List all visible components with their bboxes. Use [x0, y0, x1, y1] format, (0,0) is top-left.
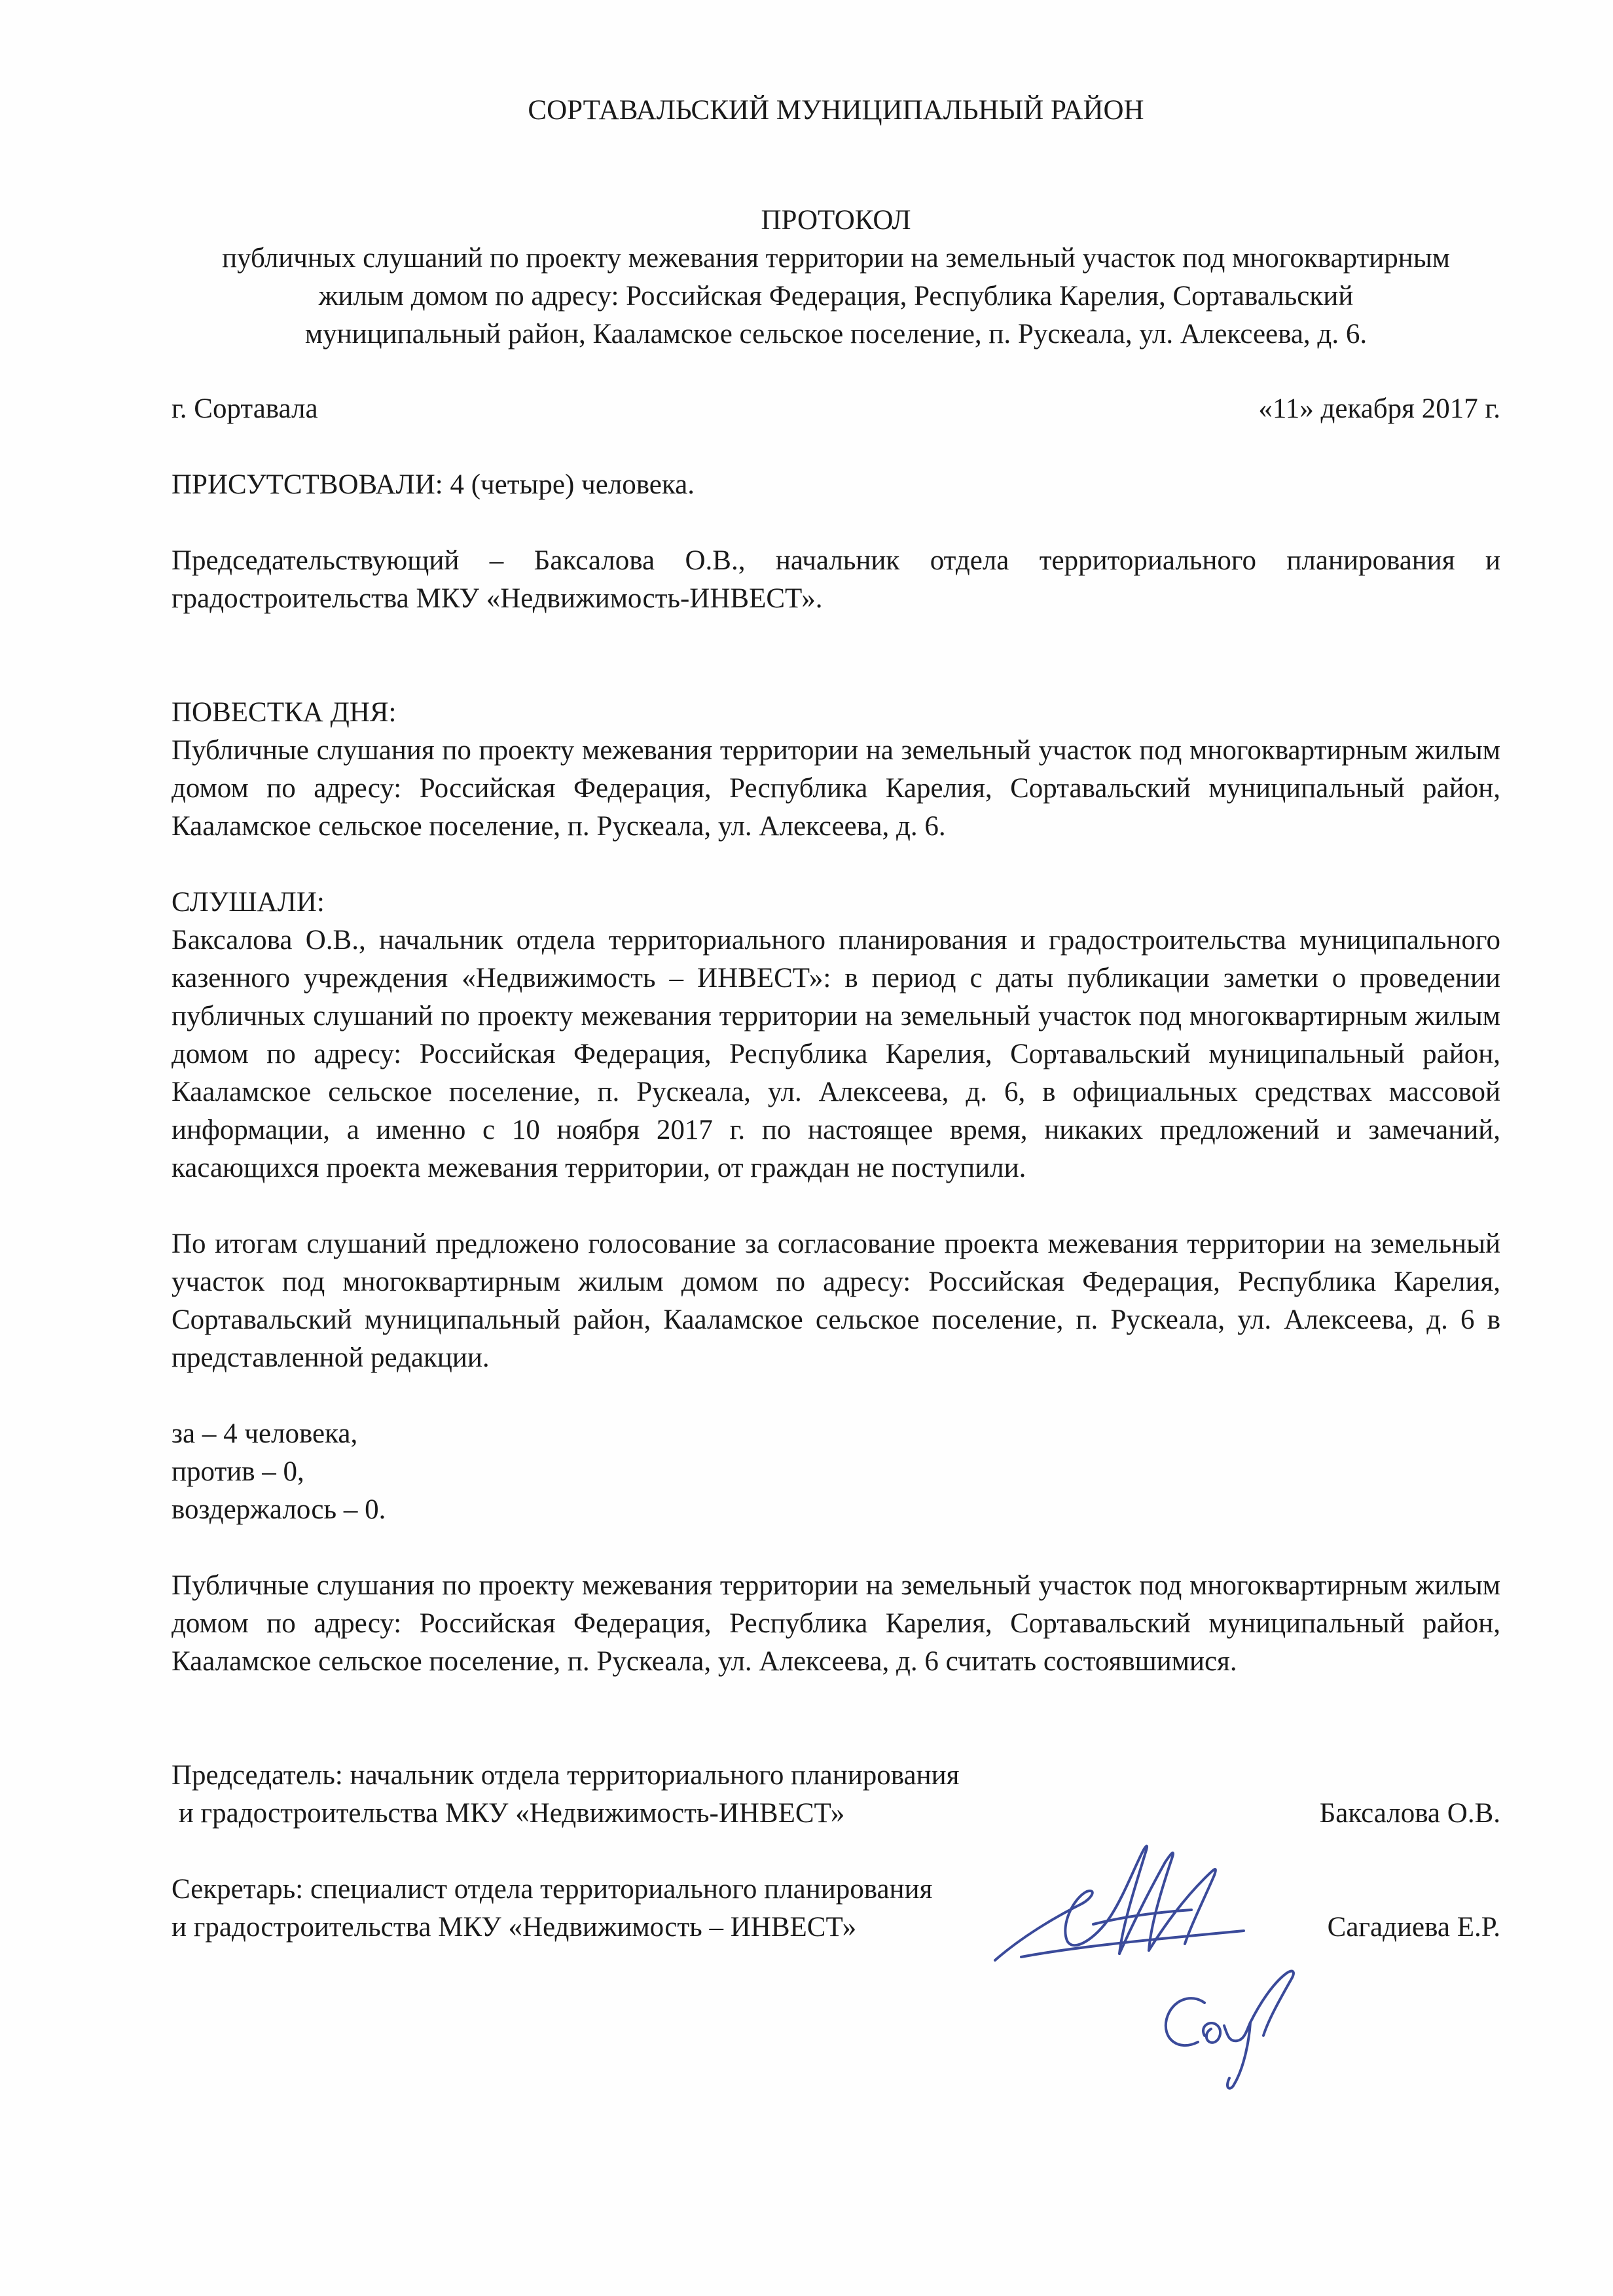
heard-section	[172, 884, 1500, 1187]
votes-against: против – 0,	[172, 1456, 304, 1487]
votes-abstained: воздержалось – 0.	[172, 1494, 386, 1525]
protocol-title: ПРОТОКОЛ	[761, 205, 911, 236]
heard-heading: СЛУШАЛИ:	[172, 887, 325, 918]
place: г. Сортавала	[172, 393, 318, 424]
attendance: ПРИСУТСТВОВАЛИ: 4 (четыре) человека.	[172, 469, 695, 500]
votes-for: за – 4 человека,	[172, 1418, 358, 1449]
secretary-name: Сагадиева Е.Р.	[1327, 1912, 1500, 1943]
chairman-title-line2: и градостроительства МКУ «Недвижимость-ИНВЕСТ»	[172, 1798, 845, 1829]
chairperson: Председательствующий – Баксалова О.В., начальник отдела территориального планирования и градостроительства МКУ «Недвижимость-ИНВЕСТ».	[172, 545, 1500, 614]
chairman-title-line1: Председатель: начальник отдела территориального планирования	[172, 1760, 960, 1791]
chairman-signature-block	[172, 1757, 1500, 1833]
date: «11» декабря 2017 г.	[1258, 393, 1500, 424]
agenda-heading: ПОВЕСТКА ДНЯ:	[172, 697, 397, 728]
conclusion: Публичные слушания по проекту межевания территории на земельный участок под многоквартирным жилым домом по адресу: Российская Федерация, Республика Карелия, Сортавальский муниципальный район, Кааламское сельское поселение, п. Рускеала, ул. Алексеева, д. 6 считать состоявшимися.	[172, 1570, 1500, 1677]
secretary-handwritten-signature	[1152, 1964, 1309, 2094]
agenda-section	[172, 694, 1500, 846]
secretary-title-line2: и градостроительства МКУ «Недвижимость – ИНВЕСТ»	[172, 1912, 857, 1943]
district-heading: СОРТАВАЛЬСКИЙ МУНИЦИПАЛЬНЫЙ РАЙОН	[528, 95, 1144, 126]
vote-proposal: По итогам слушаний предложено голосование за согласование проекта межевания территории на земельный участок под многоквартирным жилым домом по адресу: Российская Федерация, Республика Карелия, Сортавальский муниципальный район, Кааламское сельское поселение, п. Рускеала, ул. Алексеева, д. 6 в представленной редакции.	[172, 1229, 1500, 1373]
secretary-signature-block	[172, 1871, 1500, 1946]
place-date-row	[172, 390, 1500, 428]
secretary-title-line1: Секретарь: специалист отдела территориального планирования	[172, 1874, 933, 1905]
chairman-name: Баксалова О.В.	[1319, 1798, 1500, 1829]
agenda-text: Публичные слушания по проекту межевания территории на земельный участок под многоквартирным жилым домом по адресу: Российская Федерация, Республика Карелия, Сортавальский муниципальный район, Кааламское сельское поселение, п. Рускеала, ул. Алексеева, д. 6.	[172, 735, 1500, 842]
heard-text: Баксалова О.В., начальник отдела территориального планирования и градостроительства муниципального казенного учреждения «Недвижимость – ИНВЕСТ»: в период с даты публикации заметки о проведении публичных слушаний по проекту межевания территории на земельный участок под многоквартирным жилым домом по адресу: Российская Федерация, Республика Карелия, Сортавальский муниципальный район, Кааламское сельское поселение, п. Рускеала, ул. Алексеева, д. 6, в официальных средствах массовой информации, а именно с 10 ноября 2017 г. по настоящее время, никаких предложений и замечаний, касающихся проекта межевания территории, от граждан не поступили.	[172, 925, 1500, 1183]
document-body	[172, 85, 1500, 1946]
protocol-subtitle: публичных слушаний по проекту межевания территории на земельный участок под многоквартирным жилым домом по адресу: Российская Федерация, Республика Карелия, Сортавальский муниципальный район, Кааламское сельское поселение, п. Рускеала, ул. Алексеева, д. 6.	[222, 243, 1450, 350]
vote-results	[172, 1415, 1500, 1529]
